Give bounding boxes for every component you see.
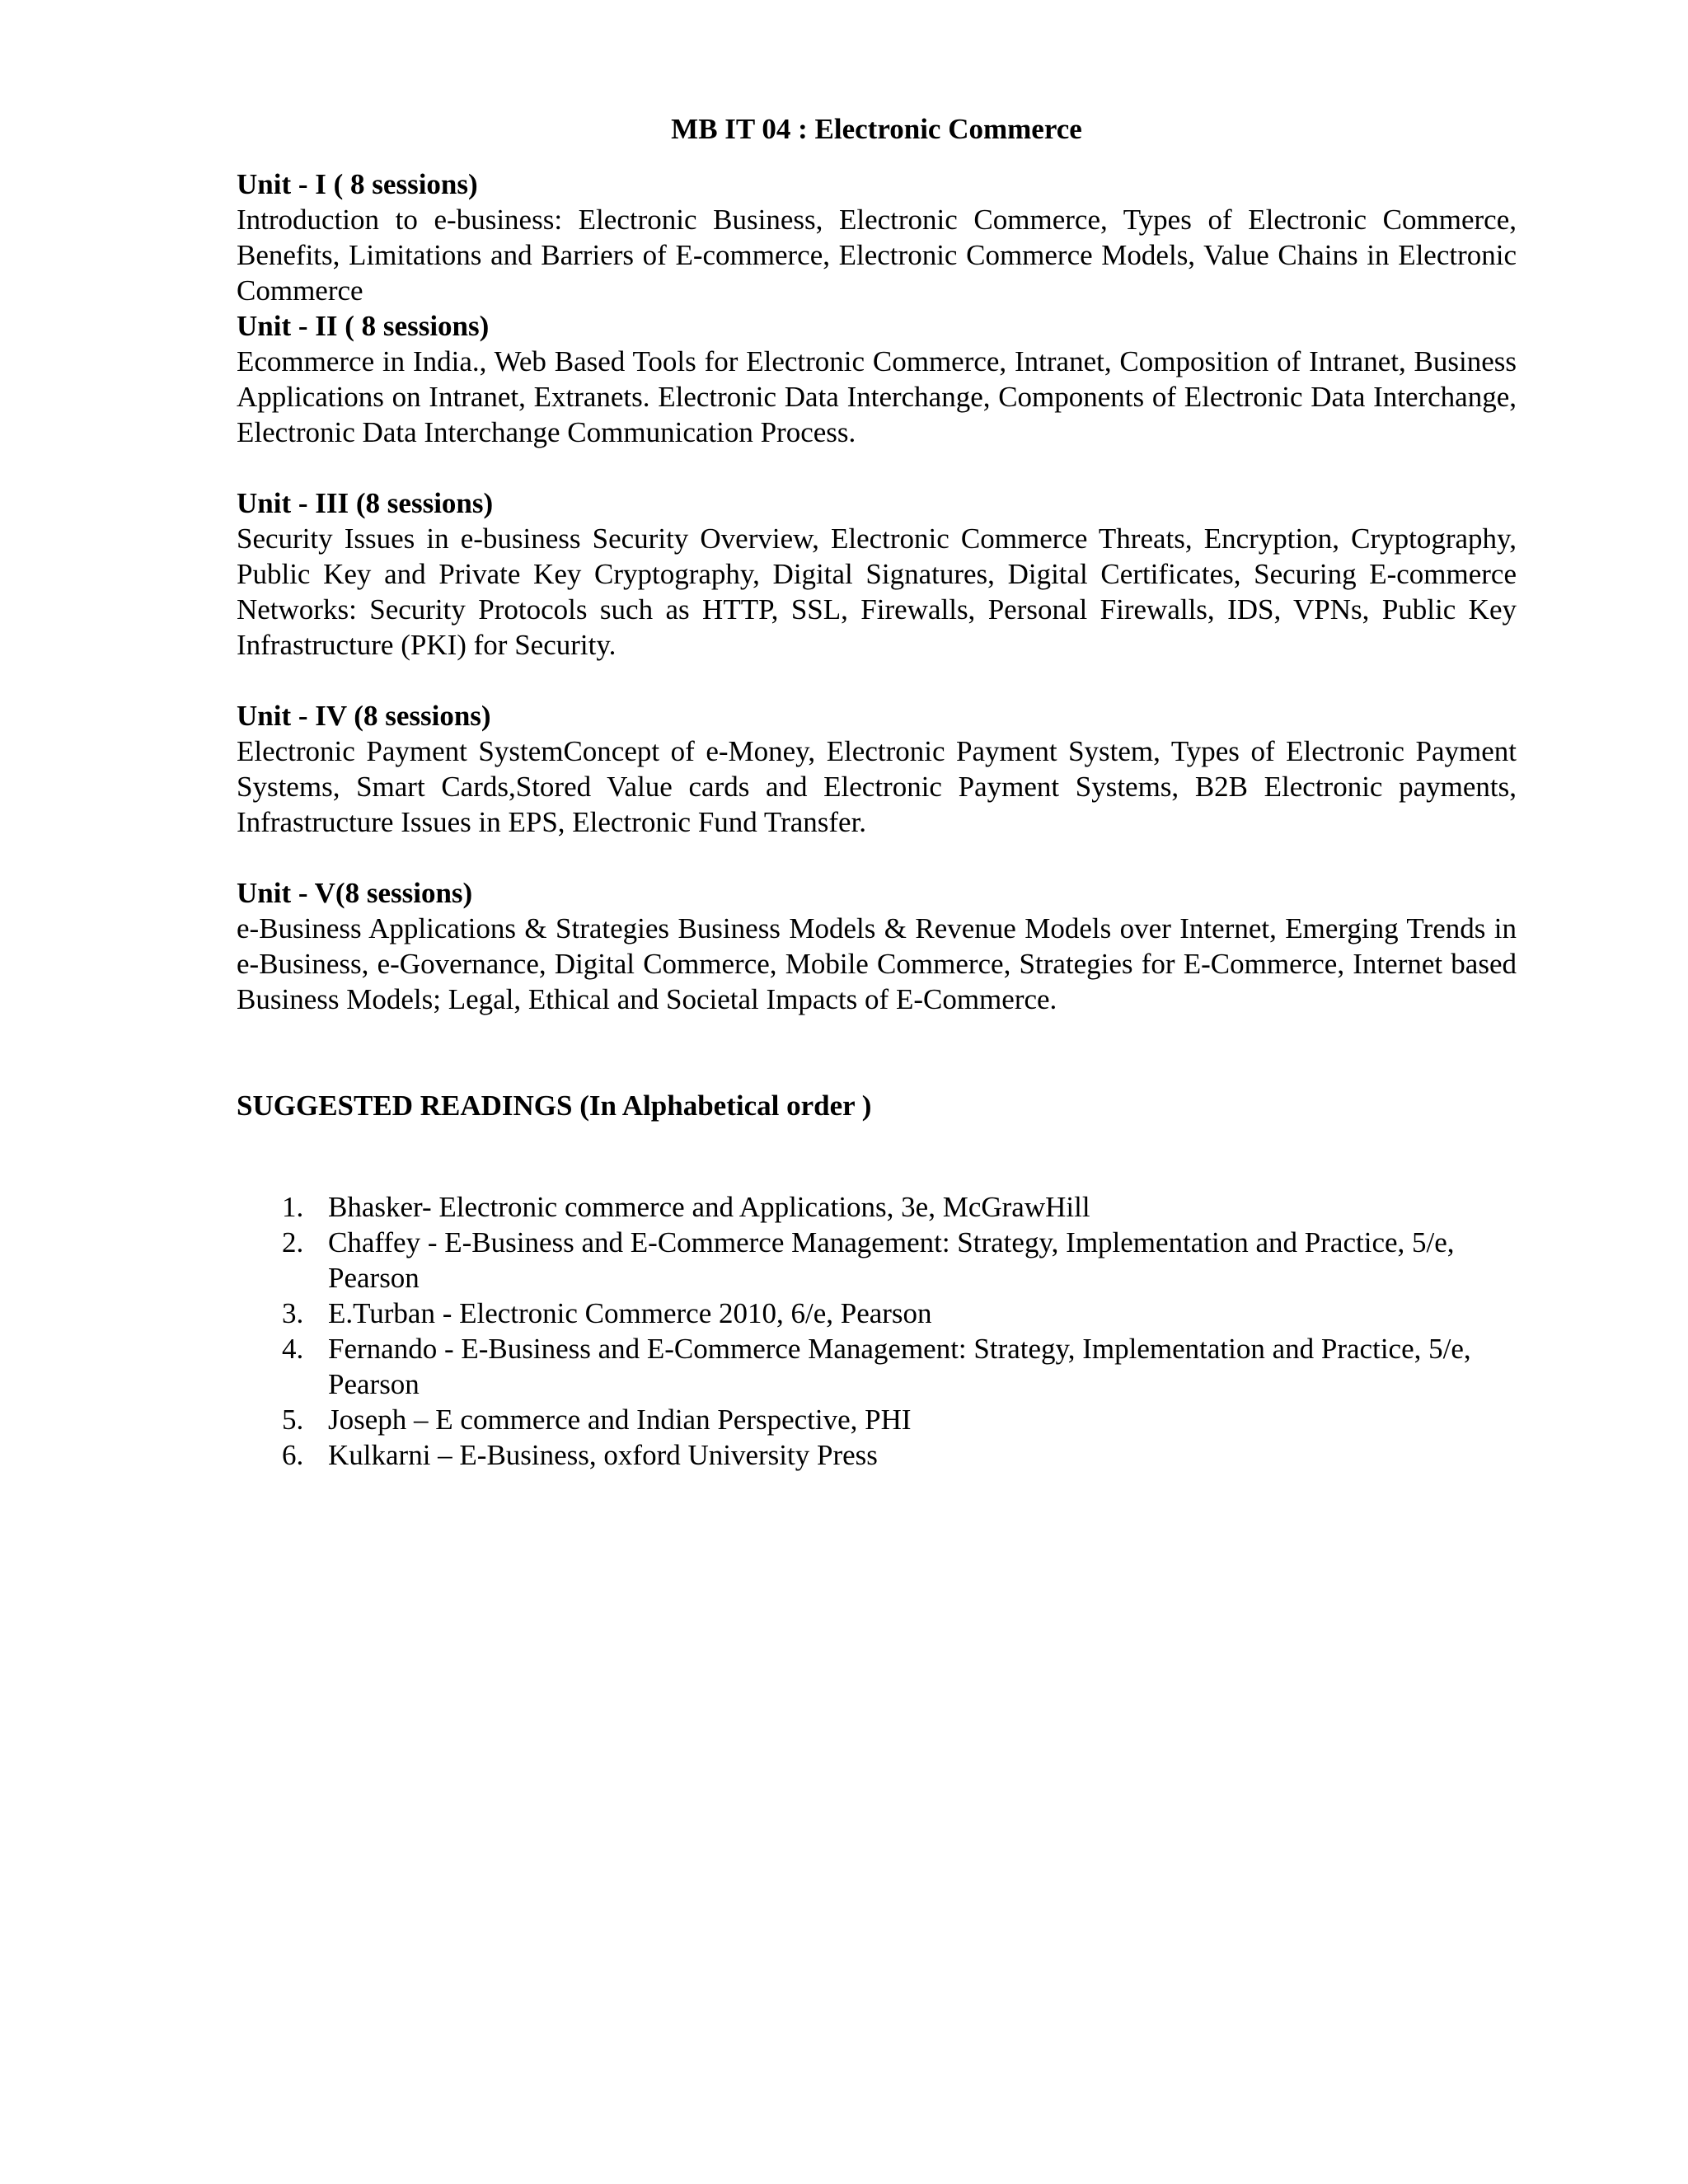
list-item-number: 1. <box>282 1191 304 1223</box>
unit-5-heading: Unit - V(8 sessions) <box>237 877 473 909</box>
unit-5-section <box>237 875 1517 1017</box>
unit-3-heading: Unit - III (8 sessions) <box>237 487 494 519</box>
document-content <box>237 107 1517 1473</box>
unit-2-body: Ecommerce in India., Web Based Tools for Electronic Commerce, Intranet, Composition of Intranet, Business Applications on Intranet, Extranets. Electronic Data Interchange, Components of Electronic Data Interchange, Electronic Data Interchange Communication Process. <box>237 345 1517 448</box>
unit-2-section <box>237 308 1517 450</box>
unit-1-body: Introduction to e-business: Electronic Business, Electronic Commerce, Types of Electronic Commerce, Benefits, Limitations and Barriers of E-commerce, Electronic Commerce Models, Value Chains in Electronic Commerce <box>237 204 1517 307</box>
unit-4-heading: Unit - IV (8 sessions) <box>237 700 491 732</box>
list-item-number: 4. <box>282 1333 304 1365</box>
list-item-text: Kulkarni – E-Business, oxford University Press <box>328 1439 878 1471</box>
list-item-text: Bhasker- Electronic commerce and Applications, 3e, McGrawHill <box>328 1191 1090 1223</box>
list-item <box>237 1331 1517 1402</box>
unit-1-section <box>237 166 1517 308</box>
unit-5-body: e-Business Applications & Strategies Business Models & Revenue Models over Internet, Emerging Trends in e-Business, e-Governance, Digital Commerce, Mobile Commerce, Strategies for E-Commerce, Internet based Business Models; Legal, Ethical and Societal Impacts of E-Commerce. <box>237 912 1517 1015</box>
list-item-number: 5. <box>282 1404 304 1436</box>
list-item <box>237 1189 1517 1225</box>
list-item-text: E.Turban - Electronic Commerce 2010, 6/e, Pearson <box>328 1297 932 1329</box>
unit-4-body: Electronic Payment SystemConcept of e-Money, Electronic Payment System, Types of Electronic Payment Systems, Smart Cards,Stored Value cards and Electronic Payment Systems, B2B Electronic payments, Infrastructure Issues in EPS, Electronic Fund Transfer. <box>237 735 1517 838</box>
suggested-readings-list <box>237 1189 1517 1473</box>
unit-3-section <box>237 485 1517 663</box>
list-item-number: 6. <box>282 1439 304 1471</box>
suggested-readings-heading: SUGGESTED READINGS (In Alphabetical order ) <box>237 1090 872 1122</box>
list-item <box>237 1437 1517 1473</box>
unit-4-section <box>237 698 1517 840</box>
list-item-text: Chaffey - E-Business and E-Commerce Management: Strategy, Implementation and Practice, 5/e, Pearson <box>328 1226 1455 1294</box>
list-item <box>237 1225 1517 1296</box>
list-item-number: 2. <box>282 1226 304 1258</box>
list-item-text: Fernando - E-Business and E-Commerce Management: Strategy, Implementation and Practice, 5/e, Pearson <box>328 1333 1471 1400</box>
list-item <box>237 1402 1517 1437</box>
list-item <box>237 1296 1517 1331</box>
list-item-text: Joseph – E commerce and Indian Perspective, PHI <box>328 1404 912 1436</box>
page-title: MB IT 04 : Electronic Commerce <box>671 113 1082 145</box>
unit-2-heading: Unit - II ( 8 sessions) <box>237 310 490 342</box>
unit-1-heading: Unit - I ( 8 sessions) <box>237 168 478 200</box>
list-item-number: 3. <box>282 1297 304 1329</box>
unit-3-body: Security Issues in e-business Security Overview, Electronic Commerce Threats, Encryption, Cryptography, Public Key and Private Key Cryptography, Digital Signatures, Digital Certificates, Securing E-commerce Networks: Security Protocols such as HTTP, SSL, Firewalls, Personal Firewalls, IDS, VPNs, Public Key Infrastructure (PKI) for Security. <box>237 523 1517 661</box>
